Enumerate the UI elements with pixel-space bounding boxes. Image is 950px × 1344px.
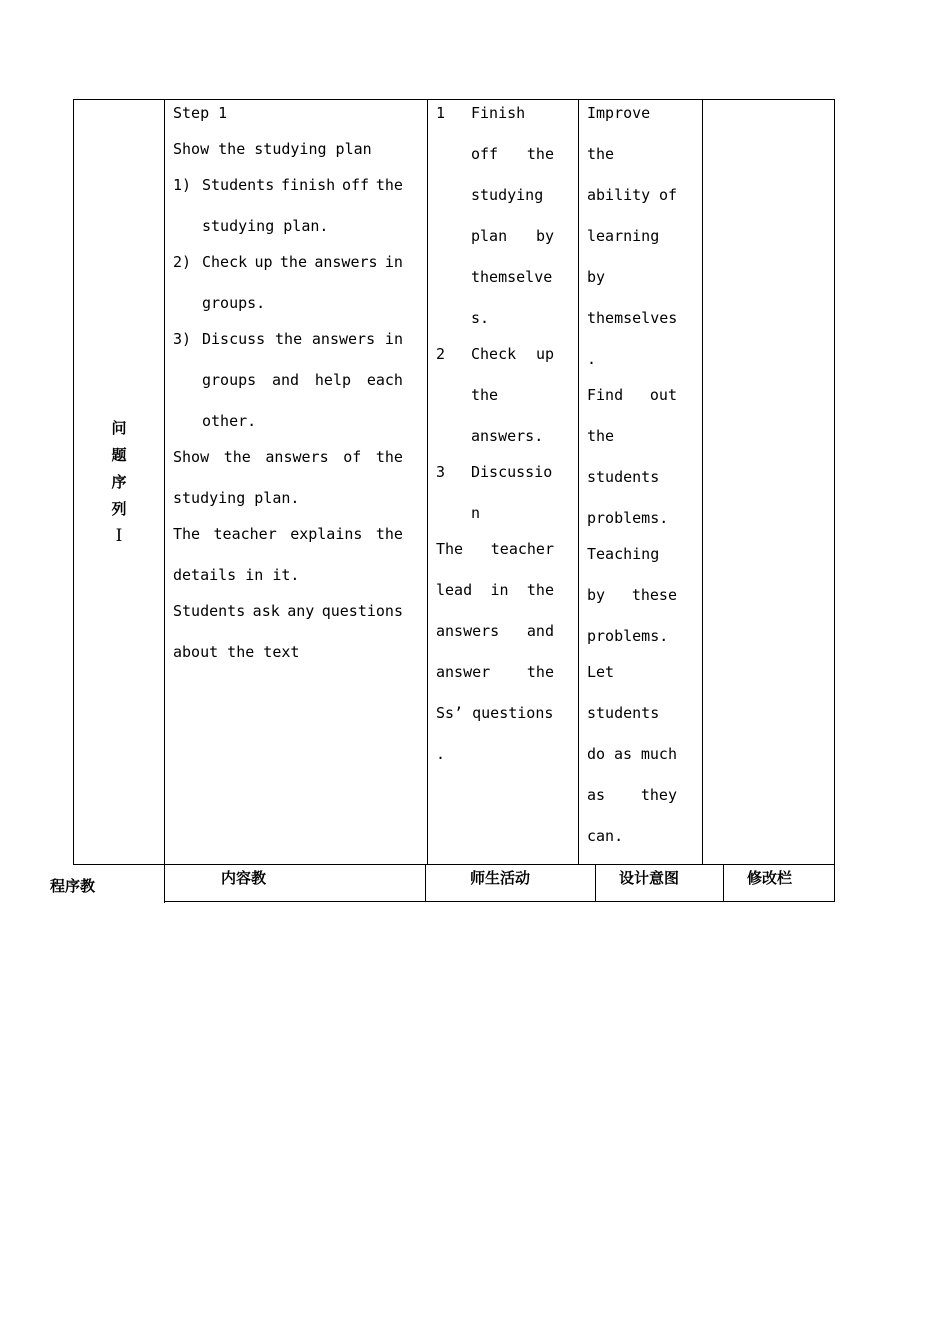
column-divider — [425, 864, 426, 902]
paragraph-line: about the text — [173, 643, 300, 661]
paragraph-line: . — [436, 745, 446, 763]
paragraph-line: by — [587, 268, 606, 286]
paragraph-line: students — [587, 704, 660, 722]
paragraph-line: Teaching — [587, 545, 660, 563]
process-label: 程序教 — [50, 877, 96, 895]
intent-header: 设计意图 — [619, 869, 680, 887]
list-text: s. — [471, 309, 490, 327]
list-text: Discussio — [471, 463, 553, 481]
paragraph-line: the — [587, 427, 615, 445]
list-text: n — [471, 504, 481, 522]
paragraph-line: The teacher explains the — [173, 525, 403, 543]
paragraph-line: learning — [587, 227, 660, 245]
paragraph-line: themselves — [587, 309, 678, 327]
list-item — [436, 459, 554, 536]
show-plan-text: Show the studying plan — [173, 140, 372, 158]
column-divider — [723, 864, 724, 902]
paragraph-line: as they — [587, 786, 677, 804]
list-number: 3 — [436, 463, 446, 481]
column-divider — [702, 99, 703, 865]
list-item — [436, 341, 554, 459]
list-number: 2 — [436, 345, 446, 363]
list-text: off the — [471, 145, 554, 163]
label-char: 列 — [111, 499, 127, 518]
list-text: plan by — [471, 227, 554, 245]
column-divider — [427, 99, 428, 865]
paragraph-line: problems. — [587, 509, 669, 527]
list-number: 2) — [173, 253, 192, 271]
paragraph-line: do as much — [587, 745, 677, 763]
list-text: answers. — [471, 427, 544, 445]
column-divider — [595, 864, 596, 902]
list-text: Discuss the answers in — [202, 330, 403, 348]
paragraph-line: . — [587, 350, 597, 368]
paragraph-line: Ss’ questions — [436, 704, 554, 722]
paragraph-line: Improve — [587, 104, 651, 122]
paragraph-line: Let — [587, 663, 615, 681]
step-title: Step 1 — [173, 104, 228, 122]
list-text: Students finish off the — [202, 176, 403, 194]
paragraph-line: studying plan. — [173, 489, 300, 507]
paragraph-line: The teacher — [436, 540, 554, 558]
list-text: Check up — [471, 345, 554, 363]
list-number: 1 — [436, 104, 446, 122]
list-item — [173, 249, 403, 326]
column-divider — [834, 864, 835, 902]
paragraph-line: can. — [587, 827, 624, 845]
problem-sequence-label — [73, 99, 165, 865]
label-char: 题 — [111, 445, 127, 464]
list-number: 1) — [173, 176, 192, 194]
paragraph-line: Students ask any questions — [173, 602, 403, 620]
design-intent-cell — [587, 99, 677, 859]
teaching-content-cell — [173, 99, 403, 675]
content-header: 内容教 — [221, 869, 267, 887]
paragraph-line: by these — [587, 586, 677, 604]
label-char: 问 — [111, 418, 127, 437]
column-divider — [578, 99, 579, 865]
paragraph-line: Find out — [587, 386, 677, 404]
paragraph-line: lead in the — [436, 581, 554, 599]
paragraph-line: Show the answers of the — [173, 448, 403, 466]
list-text: groups. — [202, 294, 266, 312]
paragraph-line: answers and — [436, 622, 554, 640]
list-text: themselve — [471, 268, 553, 286]
paragraph-line: the — [587, 145, 615, 163]
list-text: groups and help each — [202, 371, 403, 389]
list-text: studying — [471, 186, 544, 204]
paragraph-line: ability of — [587, 186, 677, 204]
list-text: the — [471, 386, 499, 404]
list-item — [436, 100, 554, 341]
revise-header: 修改栏 — [747, 869, 793, 887]
list-text: other. — [202, 412, 257, 430]
list-item — [173, 172, 403, 249]
paragraph-line: problems. — [587, 627, 669, 645]
list-number: 3) — [173, 330, 192, 348]
label-char: 序 — [111, 472, 127, 491]
list-text: Finish — [471, 104, 526, 122]
list-text: studying plan. — [202, 217, 329, 235]
paragraph-line: students — [587, 468, 660, 486]
paragraph-line: details in it. — [173, 566, 300, 584]
label-roman-numeral: Ⅰ — [115, 525, 123, 546]
paragraph-line: answer the — [436, 663, 554, 681]
list-text: Check up the answers in — [202, 253, 403, 271]
list-item — [173, 326, 403, 444]
activity-cell — [436, 99, 554, 777]
activity-header: 师生活动 — [470, 869, 531, 887]
